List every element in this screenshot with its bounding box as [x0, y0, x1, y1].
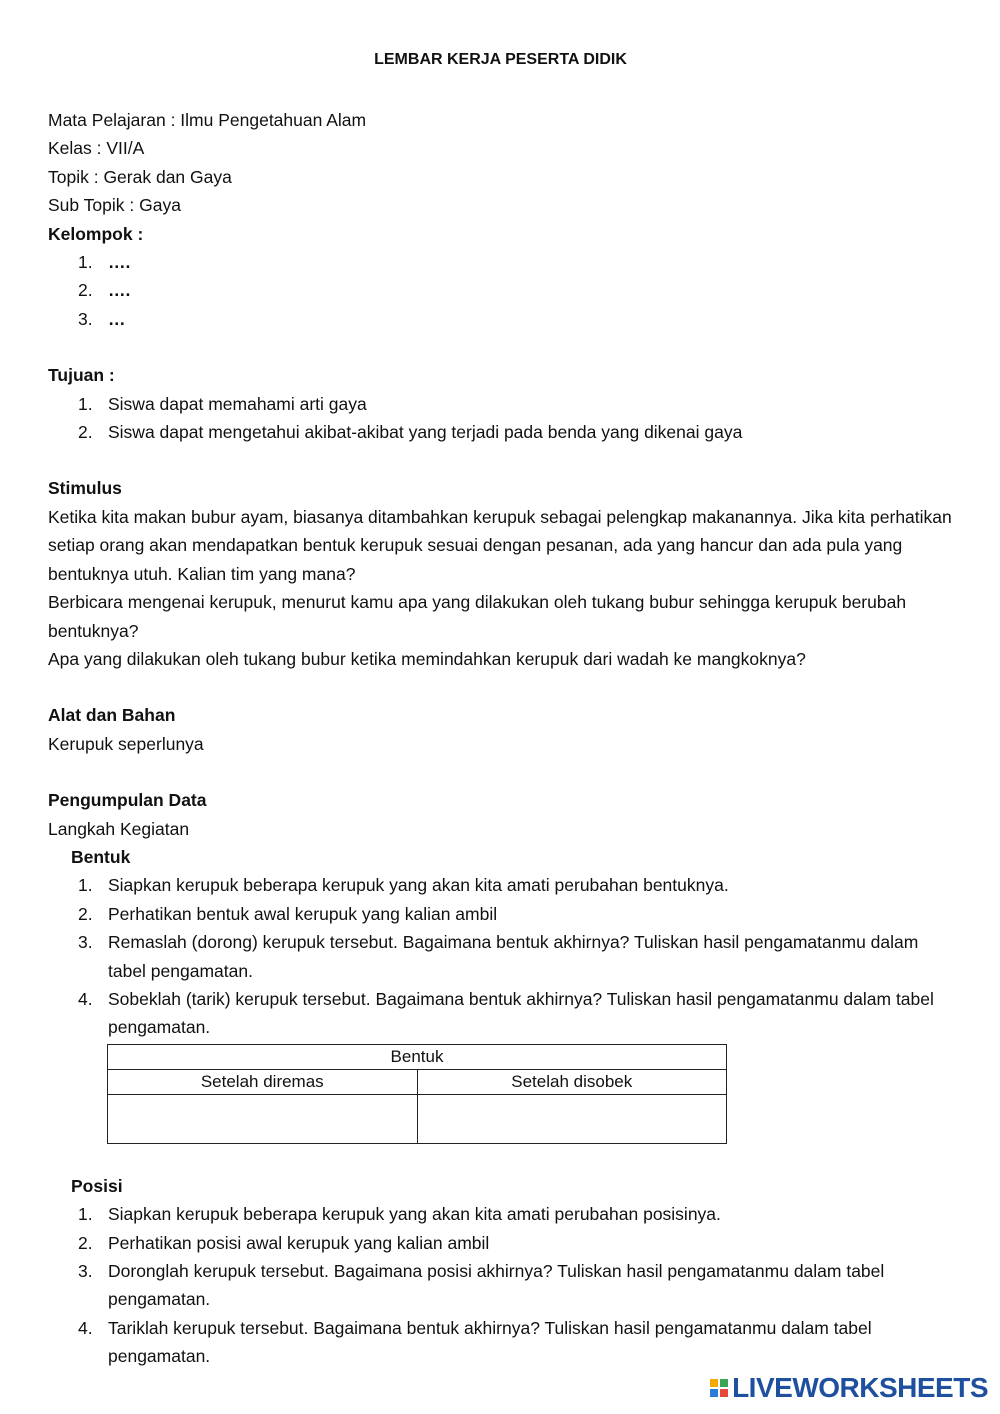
- topik: Topik : Gerak dan Gaya: [48, 166, 232, 187]
- list-item: 2. Perhatikan bentuk awal kerupuk yang kalian ambil: [78, 903, 498, 924]
- kelompok-label: Kelompok :: [48, 223, 144, 244]
- page-title: LEMBAR KERJA PESERTA DIDIK: [374, 51, 627, 68]
- alat-bahan-label: Alat dan Bahan: [48, 705, 176, 726]
- stimulus-paragraph: Apa yang dilakukan oleh tukang bubur ketika memindahkan kerupuk dari wadah ke mangkoknya?: [48, 648, 806, 669]
- list-item: 2. Perhatikan posisi awal kerupuk yang kalian ambil: [78, 1232, 490, 1253]
- answer-cell-disobek[interactable]: [417, 1094, 727, 1143]
- bentuk-observation-table: [107, 1044, 727, 1144]
- list-item: 3. …: [78, 308, 126, 329]
- list-item: 1. Siapkan kerupuk beberapa kerupuk yang akan kita amati perubahan posisinya.: [78, 1204, 721, 1225]
- logo-text: LIVEWORKSHEETS: [732, 1372, 988, 1403]
- sub-topik: Sub Topik : Gaya: [48, 195, 181, 216]
- column-header-disobek: Setelah disobek: [417, 1069, 727, 1094]
- kelas: Kelas : VII/A: [48, 138, 145, 159]
- table-header: Bentuk: [108, 1044, 727, 1069]
- list-item: 4. Tariklah kerupuk tersebut. Bagaimana bentuk akhirnya? Tuliskan hasil pengamatanmu dalam tabel pengamatan.: [78, 1317, 872, 1367]
- mata-pelajaran: Mata Pelajaran : Ilmu Pengetahuan Alam: [48, 110, 367, 130]
- bentuk-steps: [48, 871, 953, 1041]
- list-item: 2. Siswa dapat mengetahui akibat-akibat yang terjadi pada benda yang dikenai gaya: [78, 422, 743, 443]
- list-item: 1. Siapkan kerupuk beberapa kerupuk yang akan kita amati perubahan bentuknya.: [78, 875, 729, 896]
- tujuan-list: [48, 390, 953, 447]
- list-item: 4. Sobeklah (tarik) kerupuk tersebut. Bagaimana bentuk akhirnya? Tuliskan hasil pengamatanmu dalam tabel pengamatan.: [78, 988, 934, 1038]
- bentuk-heading: Bentuk: [71, 846, 131, 867]
- column-header-diremas: Setelah diremas: [108, 1069, 418, 1094]
- liveworksheets-logo[interactable]: [710, 1372, 988, 1404]
- list-item: 1. ….: [78, 252, 131, 273]
- stimulus-paragraph: Ketika kita makan bubur ayam, biasanya ditambahkan kerupuk sebagai pelengkap makanannya. Jika kita perhatikan setiap orang akan mendapatkan bentuk kerupuk sesuai dengan pesanan, ada yang hancur dan ada pula yang bentuknya utuh. Kalian tim yang mana?: [48, 506, 952, 584]
- list-item: 2. ….: [78, 280, 131, 301]
- tujuan-label: Tujuan :: [48, 365, 115, 386]
- pengumpulan-data-label: Pengumpulan Data: [48, 790, 207, 811]
- list-item: 3. Remaslah (dorong) kerupuk tersebut. Bagaimana bentuk akhirnya? Tuliskan hasil pengamatanmu dalam tabel pengamatan.: [78, 932, 919, 981]
- answer-cell-diremas[interactable]: [108, 1094, 418, 1143]
- list-item: 3. Doronglah kerupuk tersebut. Bagaimana posisi akhirnya? Tuliskan hasil pengamatanmu dalam tabel pengamatan.: [78, 1261, 885, 1310]
- worksheet-page: [48, 48, 953, 1371]
- alat-bahan-text: Kerupuk seperlunya: [48, 733, 204, 754]
- stimulus-label: Stimulus: [48, 478, 122, 499]
- posisi-steps: [48, 1200, 953, 1370]
- list-item: 1. Siswa dapat memahami arti gaya: [78, 393, 367, 414]
- posisi-heading: Posisi: [71, 1175, 123, 1196]
- liveworksheets-logo-icon: [710, 1379, 728, 1397]
- stimulus-paragraph: Berbicara mengenai kerupuk, menurut kamu apa yang dilakukan oleh tukang bubur sehingga kerupuk berubah bentuknya?: [48, 592, 907, 641]
- kelompok-list: [48, 248, 953, 333]
- langkah-kegiatan: Langkah Kegiatan: [48, 818, 190, 839]
